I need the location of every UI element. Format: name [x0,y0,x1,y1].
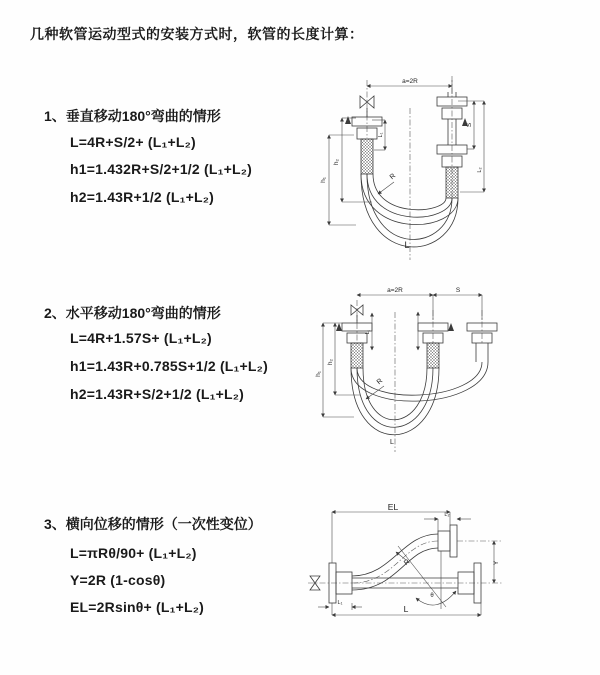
section-1-formula-h2: h2=1.43R+1/2 (L₁+L₂) [70,189,215,205]
diagram-vertical-180-bend [310,72,592,264]
dim-label-s: S [455,287,461,294]
length-label: L [403,604,409,614]
dim-label-l1: L₁ [378,132,384,138]
dim-label-y: Y [493,560,500,566]
section-2-formula-L: L=4R+1.57S+ (L₁+L₂) [70,330,212,346]
section-2-formula-h1: h1=1.43R+0.785S+1/2 (L₁+L₂) [70,358,268,374]
dimension-el [332,512,450,563]
radius-label: R [375,377,385,387]
dimension-top [357,295,482,320]
left-hose-fitting [336,323,372,368]
dim-label-l1: L₁ [365,329,371,335]
construction-lines [398,546,456,609]
radius-label: R [388,172,398,182]
section-2-formula-h2: h2=1.43R+S/2+1/2 (L₁+L₂) [70,386,245,402]
page-title: 几种软管运动型式的安装方式时，软管的长度计算： [30,26,364,42]
dim-label-s: S [466,122,473,128]
dimension-l2 [424,519,471,531]
radius-leader-line [396,552,406,560]
length-label: L [390,439,394,446]
diagram-horizontal-180-bend [308,282,600,462]
section-2-heading: 2、水平移动180°弯曲的情形 [44,305,221,321]
dim-label-l2: L₂ [444,512,450,518]
section-3-formula-L: L=πRθ/90+ (L₁+L₂) [70,545,197,561]
dim-label-h2: h₂ [333,158,340,166]
dim-label-a2r: a=2R [387,287,403,294]
dim-label-el: EL [387,503,399,512]
dimension-lines-left [323,323,360,417]
section-3-formula-EL: EL=2Rsinθ+ (L₁+L₂) [70,599,205,615]
middle-hose-fitting [418,323,454,368]
dim-label-l2: L₂ [477,167,483,173]
hose-u-bend-curves [361,174,458,247]
right-hose-fitting [437,92,468,198]
section-3-heading: 3、横向位移的情形（一次性变位） [44,516,262,532]
diagram-lateral-displacement [298,503,600,645]
section-1-formula-h1: h1=1.432R+S/2+1/2 (L₁+L₂) [70,161,252,177]
dim-label-l1: L₁ [337,600,343,606]
section-1-formula-L: L=4R+S/2+ (L₁+L₂) [70,134,196,150]
dim-label-h1: h₁ [320,177,327,183]
section-3-formula-Y: Y=2R (1-cosθ) [70,572,166,588]
length-label: L [404,240,410,250]
hose-u-bend-curves [351,362,488,435]
dim-label-a2r: a=2R [402,78,418,85]
left-hose-fitting [345,116,382,174]
dim-label-h1: h₁ [315,371,322,377]
section-1-heading: 1、垂直移动180°弯曲的情形 [44,108,221,124]
dim-label-h2: h₂ [327,358,334,366]
radius-label: R [403,558,412,568]
radius-leader-line [378,182,394,194]
angle-label: θ [430,593,434,599]
